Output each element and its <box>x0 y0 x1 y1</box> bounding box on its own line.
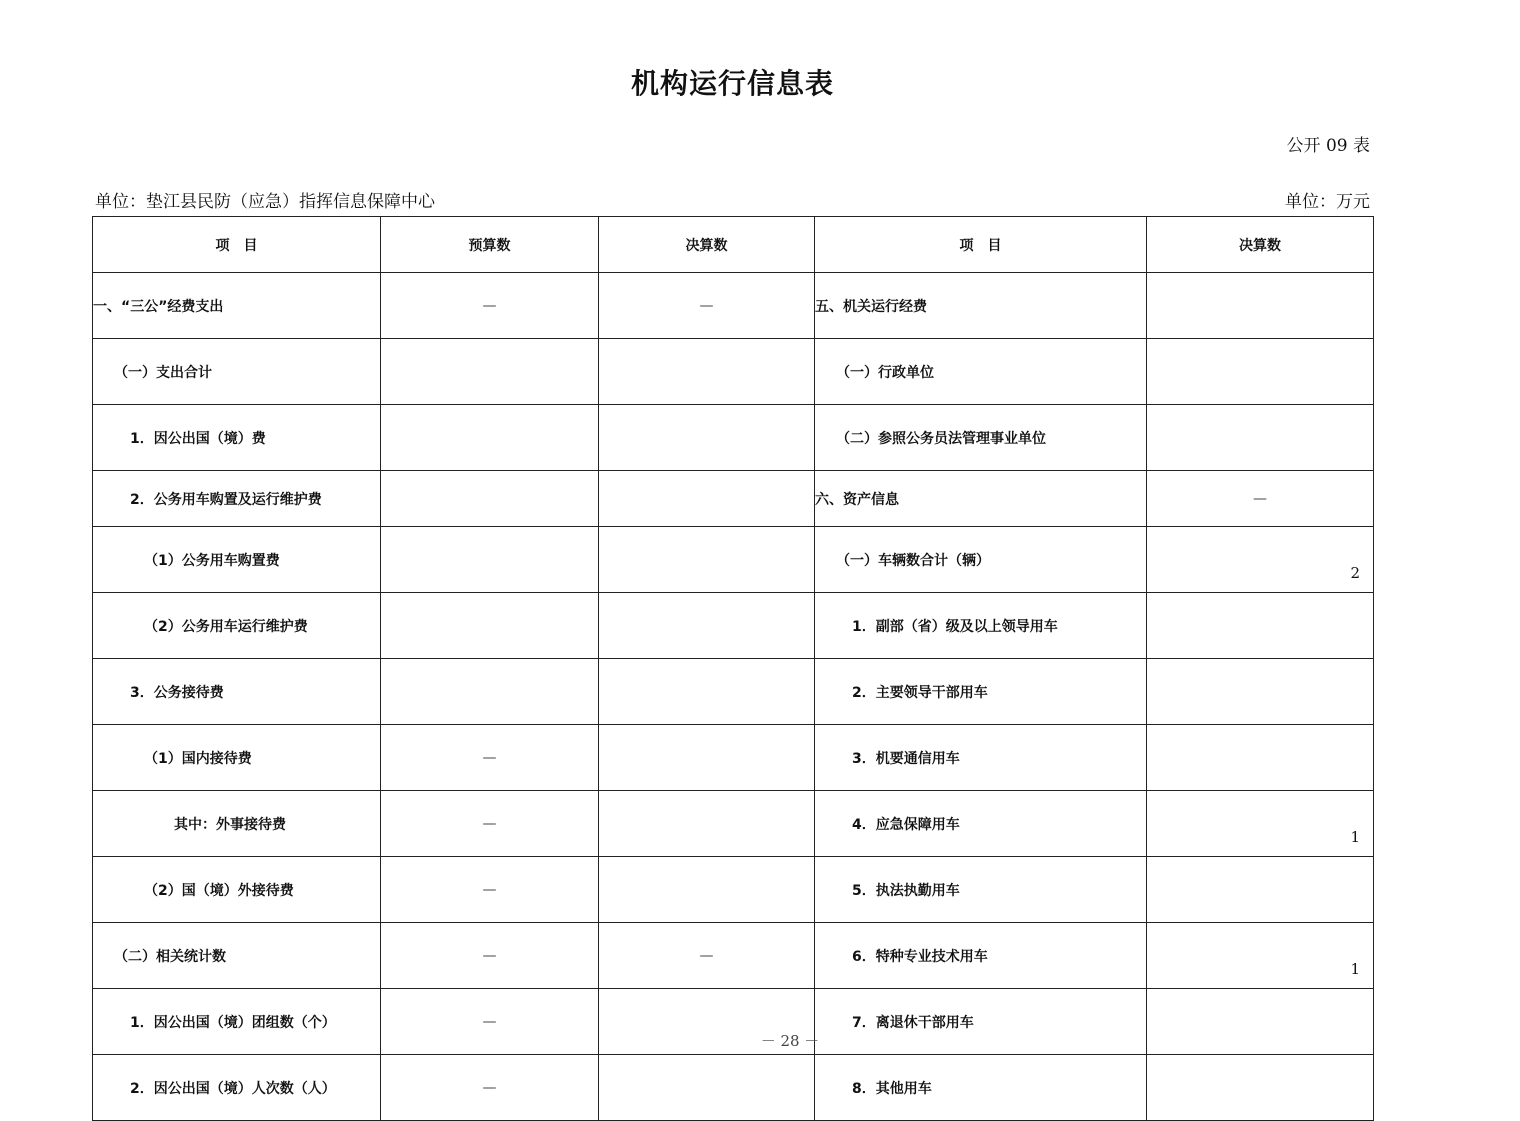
page-title: 机构运行信息表 <box>630 67 834 100</box>
table-row <box>93 405 1374 471</box>
final-cell <box>599 405 815 471</box>
right-item: 五、机关运行经费 <box>815 273 1147 339</box>
budget-cell: — <box>381 1055 599 1121</box>
budget-cell: — <box>381 923 599 989</box>
left-item: （二）相关统计数 <box>93 923 381 989</box>
right-item: （一）行政单位 <box>815 339 1147 405</box>
left-item: （2）国（境）外接待费 <box>93 857 381 923</box>
header-item-left: 项 目 <box>93 217 381 273</box>
left-item: 3．公务接待费 <box>93 659 381 725</box>
budget-cell: — <box>381 273 599 339</box>
currency-unit: 单位：万元 <box>1285 192 1370 212</box>
right-final-cell: — <box>1147 471 1374 527</box>
final-cell: — <box>599 923 815 989</box>
right-item: 4．应急保障用车 <box>815 791 1147 857</box>
right-item: 3．机要通信用车 <box>815 725 1147 791</box>
table-row <box>93 471 1374 527</box>
left-item: （1）公务用车购置费 <box>93 527 381 593</box>
table-row <box>93 527 1374 593</box>
table-row <box>93 1055 1374 1121</box>
budget-cell <box>381 339 599 405</box>
page-number: － 28 － <box>760 1032 820 1050</box>
reporting-unit: 单位：垫江县民防（应急）指挥信息保障中心 <box>95 192 435 212</box>
right-item: 7．离退休干部用车 <box>815 989 1147 1055</box>
final-cell: — <box>599 273 815 339</box>
budget-cell <box>381 593 599 659</box>
budget-cell: — <box>381 725 599 791</box>
table-row <box>93 659 1374 725</box>
right-final-cell <box>1147 339 1374 405</box>
right-item: 1．副部（省）级及以上领导用车 <box>815 593 1147 659</box>
left-item: 2．因公出国（境）人次数（人） <box>93 1055 381 1121</box>
right-final-cell <box>1147 593 1374 659</box>
budget-cell <box>381 471 599 527</box>
left-item: 2．公务用车购置及运行维护费 <box>93 471 381 527</box>
left-item: 一、“三公”经费支出 <box>93 273 381 339</box>
table-row <box>93 923 1374 989</box>
budget-cell <box>381 405 599 471</box>
right-final-cell: 2 <box>1147 527 1374 593</box>
left-item: （一）支出合计 <box>93 339 381 405</box>
table-row <box>93 857 1374 923</box>
right-final-cell <box>1147 405 1374 471</box>
budget-cell: — <box>381 791 599 857</box>
left-item: （2）公务用车运行维护费 <box>93 593 381 659</box>
table-row <box>93 593 1374 659</box>
right-item: 六、资产信息 <box>815 471 1147 527</box>
budget-cell <box>381 659 599 725</box>
right-item: 2．主要领导干部用车 <box>815 659 1147 725</box>
right-item: （一）车辆数合计（辆） <box>815 527 1147 593</box>
budget-cell: — <box>381 989 599 1055</box>
right-final-cell <box>1147 1055 1374 1121</box>
final-cell <box>599 725 815 791</box>
right-item: 6．特种专业技术用车 <box>815 923 1147 989</box>
table-header-row <box>93 217 1374 273</box>
final-cell <box>599 339 815 405</box>
right-final-cell: 1 <box>1147 791 1374 857</box>
left-item: 1．因公出国（境）费 <box>93 405 381 471</box>
budget-cell: — <box>381 857 599 923</box>
header-budget: 预算数 <box>381 217 599 273</box>
right-item: 5．执法执勤用车 <box>815 857 1147 923</box>
right-final-cell <box>1147 273 1374 339</box>
header-final-right: 决算数 <box>1147 217 1374 273</box>
final-cell <box>599 857 815 923</box>
final-cell <box>599 659 815 725</box>
left-item: （1）国内接待费 <box>93 725 381 791</box>
table-row <box>93 791 1374 857</box>
right-final-cell <box>1147 725 1374 791</box>
left-item: 其中：外事接待费 <box>93 791 381 857</box>
final-cell <box>599 527 815 593</box>
right-final-cell <box>1147 857 1374 923</box>
right-final-cell <box>1147 659 1374 725</box>
left-item: 1．因公出国（境）团组数（个） <box>93 989 381 1055</box>
final-cell <box>599 1055 815 1121</box>
right-item: 8．其他用车 <box>815 1055 1147 1121</box>
budget-cell <box>381 527 599 593</box>
institution-operation-table <box>92 216 1374 1121</box>
final-cell <box>599 791 815 857</box>
form-number: 公开 09 表 <box>1286 136 1370 156</box>
table-row <box>93 273 1374 339</box>
final-cell <box>599 593 815 659</box>
final-cell <box>599 471 815 527</box>
table-row <box>93 725 1374 791</box>
right-item: （二）参照公务员法管理事业单位 <box>815 405 1147 471</box>
header-final: 决算数 <box>599 217 815 273</box>
right-final-cell: 1 <box>1147 923 1374 989</box>
header-item-right: 项 目 <box>815 217 1147 273</box>
table-row <box>93 339 1374 405</box>
